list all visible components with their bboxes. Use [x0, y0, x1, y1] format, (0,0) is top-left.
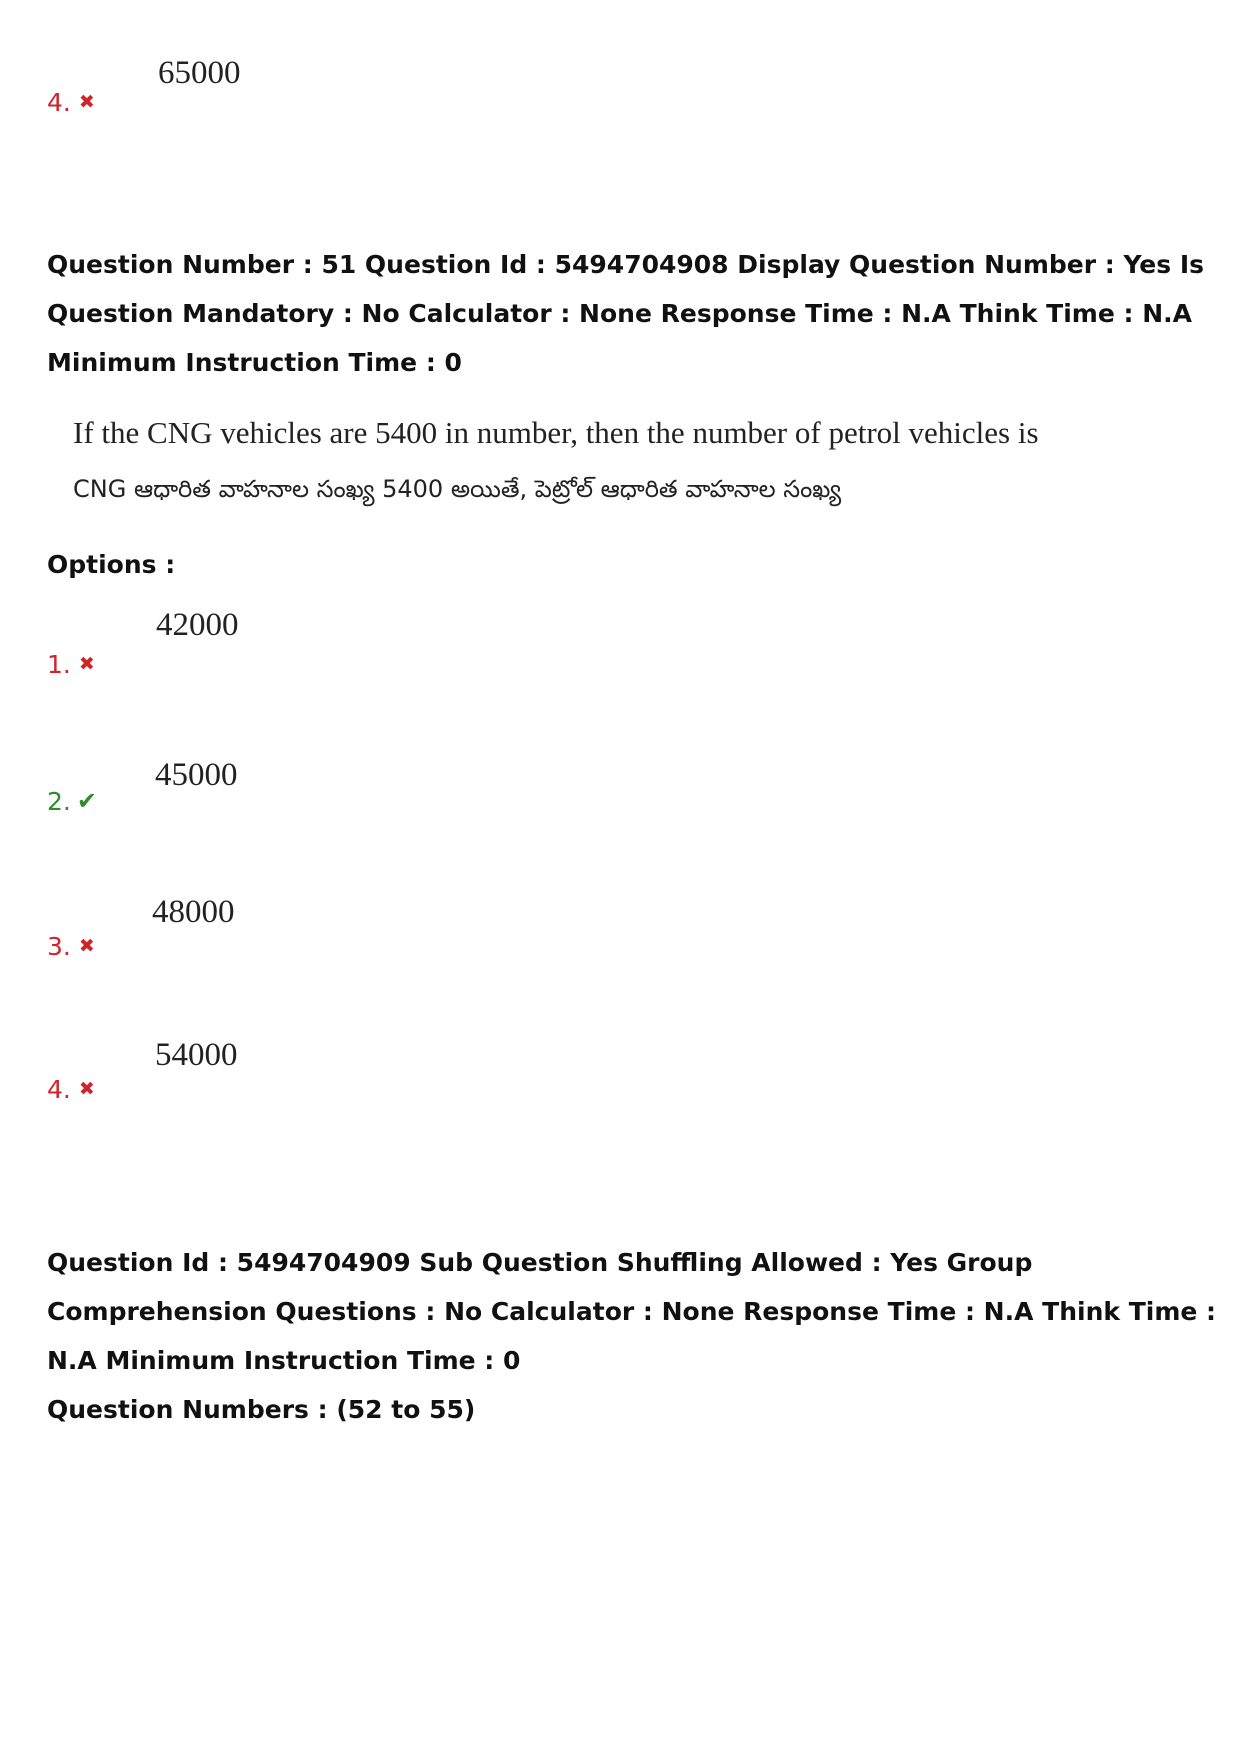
option-number: 1.: [47, 650, 71, 679]
options-label: Options :: [47, 550, 176, 579]
question-text-telugu: CNG ఆధారిత వాహనాల సంఖ్య 5400 అయితే, పెట్రోల్ ఆధారిత వాహనాల సంఖ్య: [73, 475, 842, 503]
wrong-icon: ✖: [78, 1078, 95, 1100]
option-number: 4.: [47, 88, 71, 117]
question-51-meta: Question Number : 51 Question Id : 5494704908 Display Question Number : Yes Is Question Mandatory : No Calculator : None Response Time : N.A Think Time : N.A Minimum Instruction Time : 0: [47, 250, 1205, 377]
option-4: [47, 1075, 95, 1104]
option-number: 4.: [47, 1075, 71, 1104]
option-number: 3.: [47, 932, 71, 961]
option-number: 2.: [47, 787, 71, 816]
wrong-icon: ✖: [78, 653, 95, 675]
check-icon: ✔: [76, 787, 97, 815]
option-3-value: 48000: [152, 894, 235, 930]
question-numbers-range: Question Numbers : (52 to 55): [47, 1395, 476, 1424]
prev-option-4-value: 65000: [158, 55, 241, 91]
option-2: [47, 787, 97, 816]
wrong-icon: ✖: [78, 935, 95, 957]
option-3: [47, 932, 95, 961]
prev-option-4: [47, 88, 95, 117]
wrong-icon: ✖: [78, 91, 95, 113]
option-1-value: 42000: [156, 607, 239, 643]
question-text-english: If the CNG vehicles are 5400 in number, then the number of petrol vehicles is: [73, 415, 1039, 450]
option-2-value: 45000: [155, 757, 238, 793]
option-4-value: 54000: [155, 1037, 238, 1073]
option-1: [47, 650, 95, 679]
group-question-meta: Question Id : 5494704909 Sub Question Shuffling Allowed : Yes Group Comprehension Questions : No Calculator : None Response Time : N.A Think Time : N.A Minimum Instruction Time : 0: [47, 1248, 1217, 1375]
